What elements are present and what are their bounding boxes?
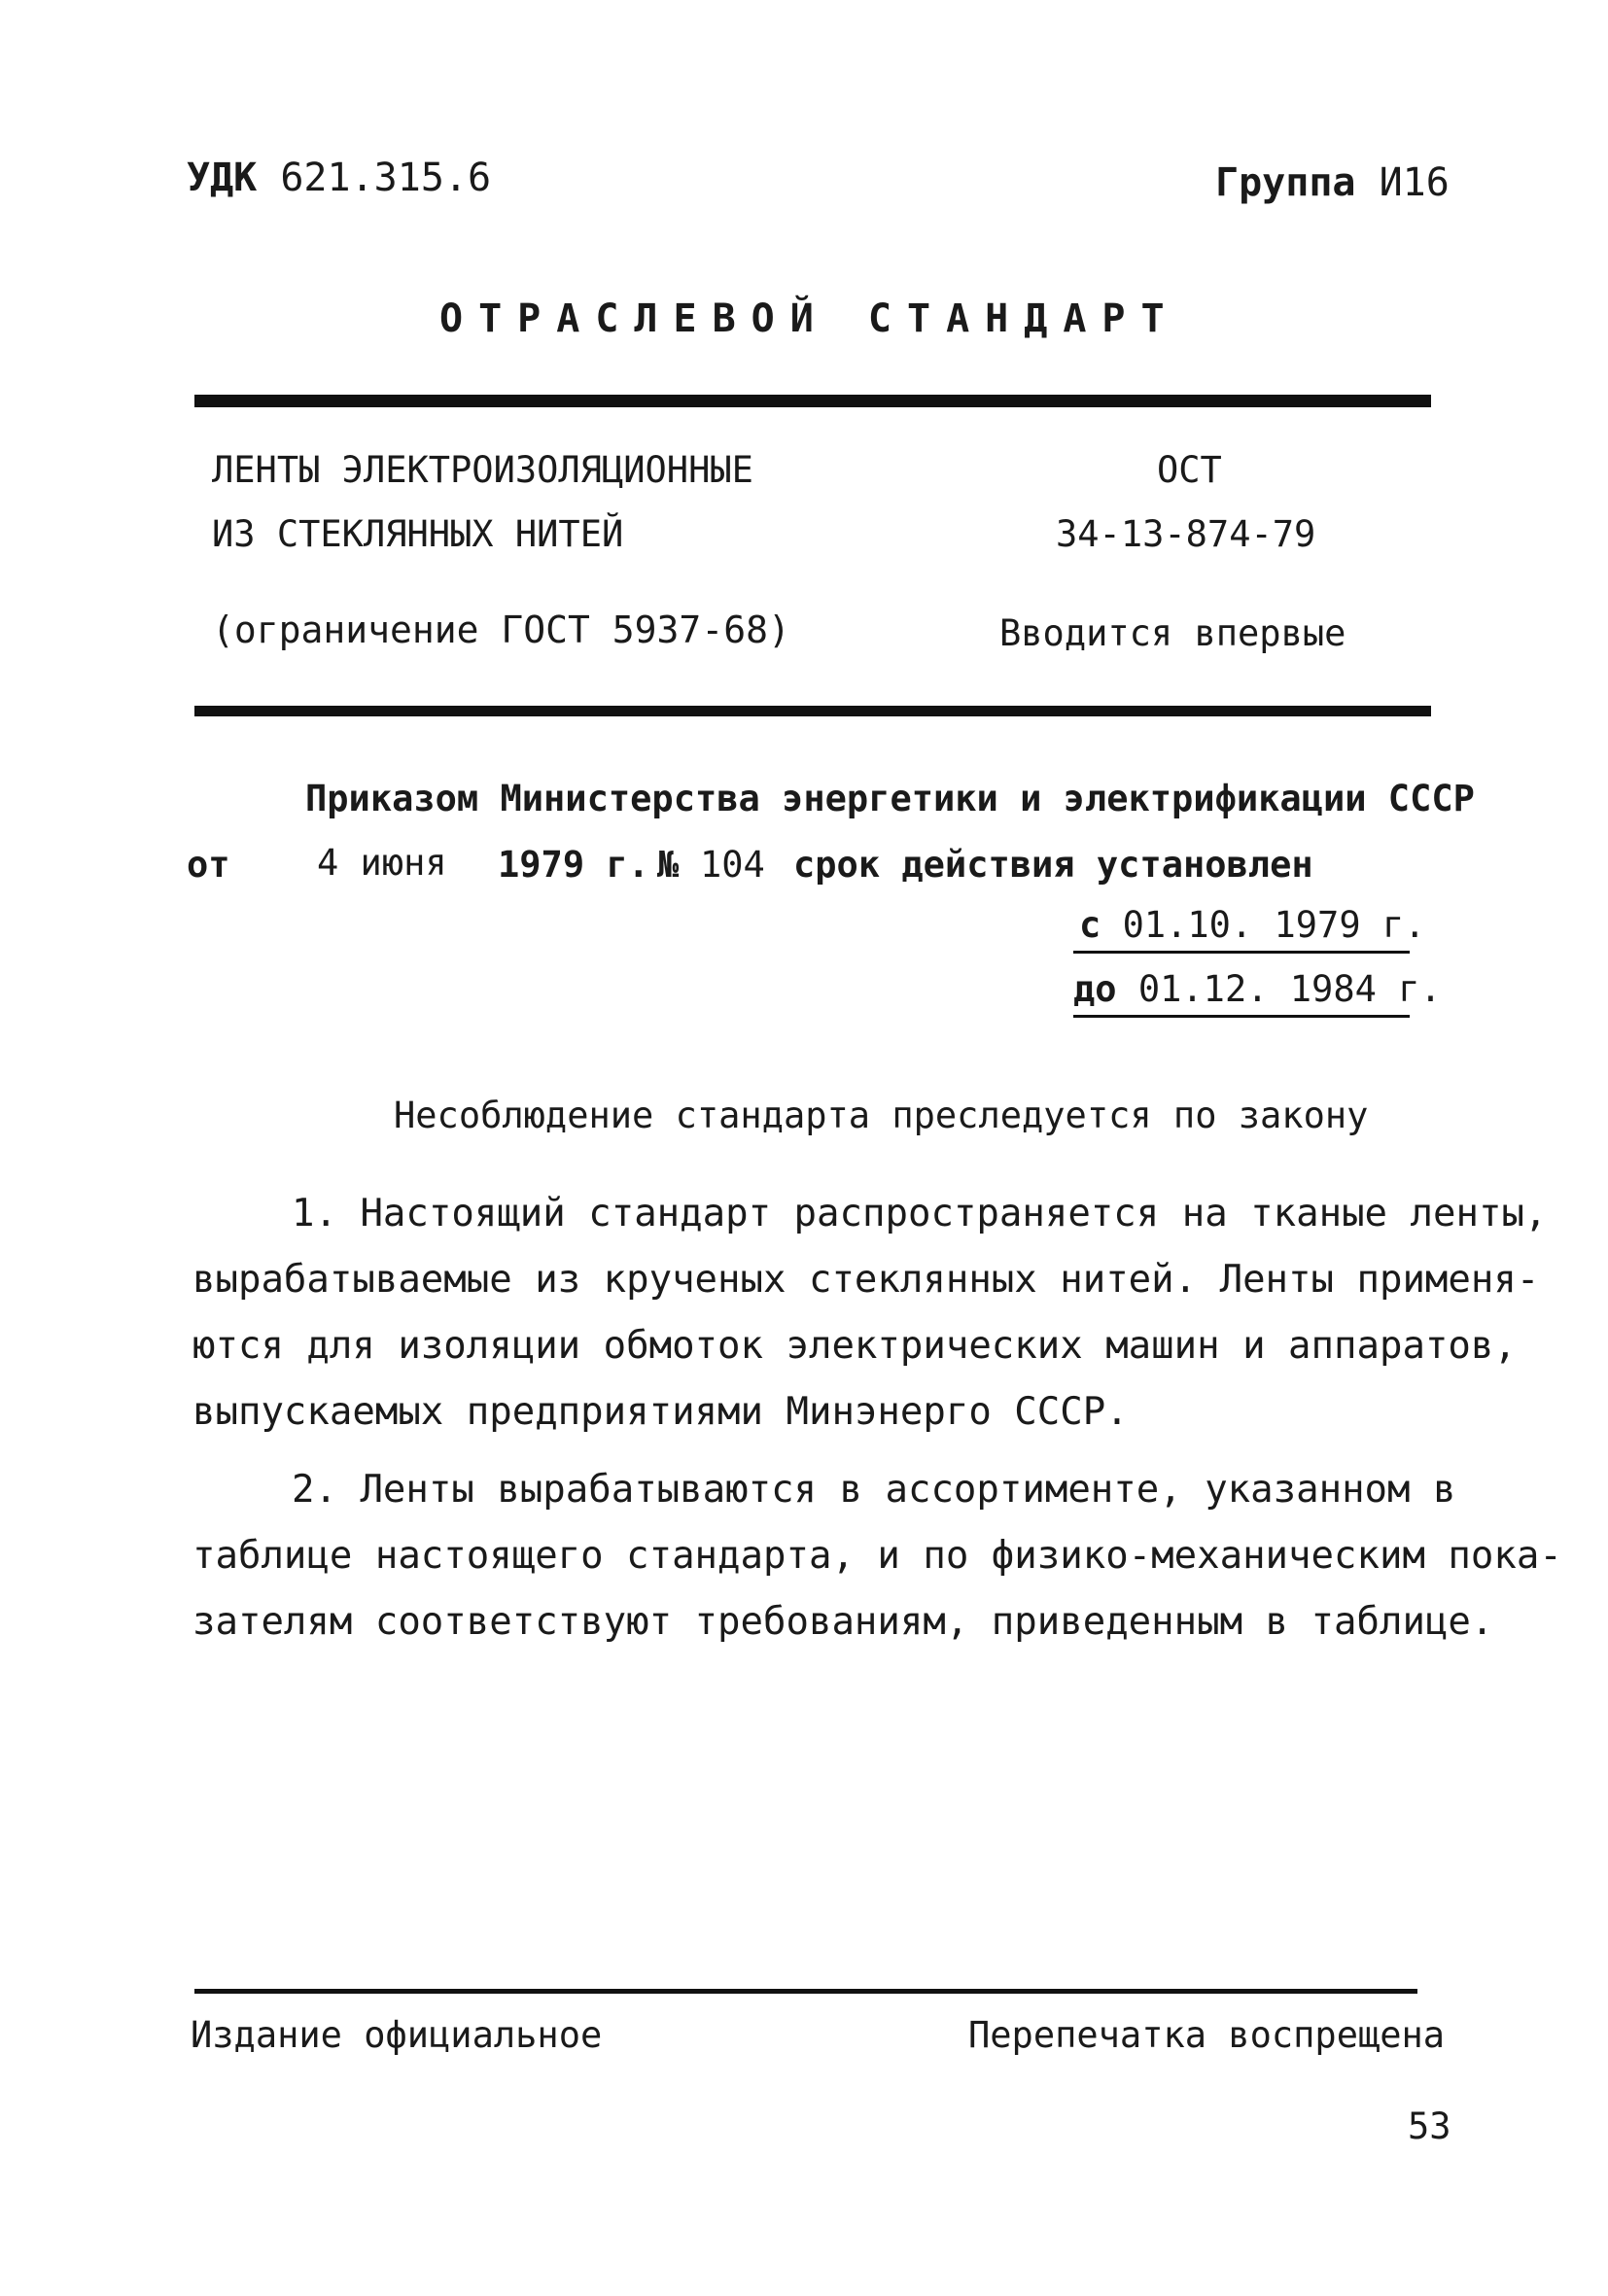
- udc-line: [187, 156, 491, 200]
- group-value: И16: [1379, 160, 1450, 205]
- footer-edition: Издание официальное: [191, 2014, 603, 2056]
- order-line-1: Приказом Министерства энергетики и электрификации СССР: [305, 778, 1475, 819]
- validity-from-underline: [1073, 951, 1410, 954]
- paragraph-1-line: ются для изоляции обмоток электрических машин и аппаратов,: [192, 1324, 1517, 1368]
- introduced-note: Вводится впервые: [999, 612, 1346, 654]
- group-line: [1215, 160, 1450, 205]
- order-number: 104: [700, 844, 765, 886]
- validity-to-underline: [1073, 1015, 1410, 1018]
- top-rule: [194, 395, 1431, 407]
- middle-rule: [194, 706, 1431, 716]
- ost-number: 34-13-874-79: [1056, 513, 1316, 555]
- ost-label: ОСТ: [1157, 449, 1222, 491]
- udc-label: УДК: [187, 156, 258, 200]
- validity-to-date: 01.12. 1984 г.: [1137, 968, 1442, 1010]
- validity-to: [1073, 968, 1442, 1010]
- footer-reprint: Перепечатка воспрещена: [968, 2014, 1446, 2056]
- paragraph-1-line: вырабатываемые из крученых стеклянных нитей. Ленты применя-: [192, 1258, 1540, 1302]
- group-label: Группа: [1215, 160, 1356, 205]
- paragraph-1-line: выпускаемых предприятиями Минэнерго СССР.: [192, 1390, 1129, 1434]
- order-number-sign: №: [657, 844, 680, 886]
- page-number: 53: [1408, 2105, 1451, 2147]
- order-year: 1979 г.: [498, 844, 649, 886]
- paragraph-1-line: 1. Настоящий стандарт распространяется на тканые ленты,: [292, 1192, 1548, 1235]
- restriction-note: (ограничение ГОСТ 5937-68): [212, 609, 790, 651]
- subject-line-1: ЛЕНТЫ ЭЛЕКТРОИЗОЛЯЦИОННЫЕ: [212, 449, 753, 491]
- paragraph-2-line: таблице настоящего стандарта, и по физико-механическим пока-: [192, 1534, 1562, 1578]
- subject-line-2: ИЗ СТЕКЛЯННЫХ НИТЕЙ: [212, 513, 624, 555]
- paragraph-2-line: 2. Ленты вырабатываются в ассортименте, указанном в: [292, 1468, 1456, 1512]
- order-from-label: от: [187, 844, 230, 886]
- order-validity: срок действия установлен: [793, 844, 1313, 886]
- paragraph-2-line: зателям соответствуют требованиям, приведенным в таблице.: [192, 1600, 1494, 1644]
- validity-from-date: 01.10. 1979 г.: [1122, 904, 1426, 946]
- validity-from: [1079, 904, 1425, 946]
- document-title: ОТРАСЛЕВОЙ СТАНДАРТ: [439, 296, 1180, 341]
- footer-rule: [194, 1989, 1417, 1994]
- udc-value: 621.315.6: [280, 156, 492, 200]
- order-date: 4 июня: [317, 842, 447, 884]
- validity-to-prefix: до: [1073, 968, 1117, 1010]
- validity-from-prefix: с: [1079, 904, 1101, 946]
- legal-notice: Несоблюдение стандарта преследуется по закону: [394, 1095, 1369, 1136]
